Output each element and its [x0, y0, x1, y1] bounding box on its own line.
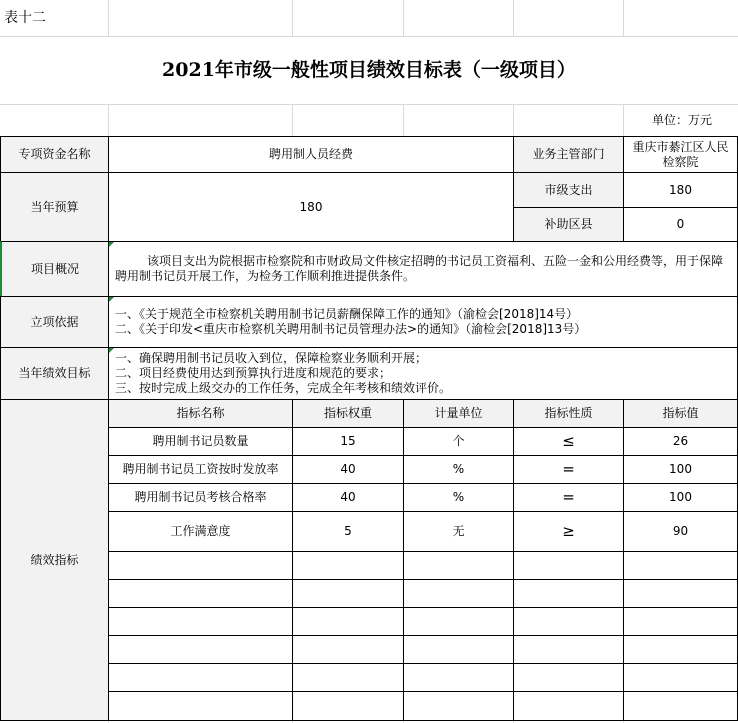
empty-cell[interactable] [513, 607, 624, 636]
indicator-weight[interactable]: 5 [292, 511, 404, 552]
city-expense-value[interactable]: 180 [623, 172, 738, 208]
indicator-value[interactable]: 100 [623, 455, 738, 484]
empty-cell[interactable] [623, 663, 738, 692]
indicator-value[interactable]: 26 [623, 427, 738, 456]
basis-label: 立项依据 [0, 296, 109, 348]
overview-text[interactable]: 该项目支出为院根据市检察院和市财政局文件核定招聘的书记员工资福利、五险一金和公用经费等，用于保障聘用制书记员开展工作，为检务工作顺利推进提供条件。 [108, 241, 738, 297]
indicator-unit[interactable]: % [403, 483, 514, 512]
indicators-label: 绩效指标 [0, 399, 109, 721]
indicator-value[interactable]: 100 [623, 483, 738, 512]
indicator-nature[interactable]: ≤ [513, 427, 624, 456]
empty-cell[interactable] [292, 607, 404, 636]
overview-label: 项目概况 [0, 241, 109, 297]
col-header-weight: 指标权重 [292, 399, 404, 428]
col-header-name: 指标名称 [108, 399, 293, 428]
indicator-name[interactable]: 聘用制书记员数量 [108, 427, 293, 456]
empty-cell[interactable] [292, 579, 404, 608]
indicator-nature[interactable]: = [513, 483, 624, 512]
empty-cell[interactable] [623, 635, 738, 664]
goal-line: 二、项目经费使用达到预算执行进度和规范的要求； [115, 366, 392, 380]
indicator-nature[interactable]: = [513, 455, 624, 484]
empty-cell[interactable] [108, 551, 293, 580]
empty-cell[interactable] [403, 635, 514, 664]
empty-cell[interactable] [403, 691, 514, 721]
col-header-unit: 计量单位 [403, 399, 514, 428]
empty-cell[interactable] [403, 579, 514, 608]
empty-cell[interactable] [108, 579, 293, 608]
goal-line: 三、按时完成上级交办的工作任务，完成全年考核和绩效评价。 [115, 381, 452, 395]
subsidy-value[interactable]: 0 [623, 207, 738, 242]
basis-text[interactable] [108, 296, 738, 348]
city-expense-label: 市级支出 [513, 172, 624, 208]
empty-cell[interactable] [292, 691, 404, 721]
indicator-name[interactable]: 聘用制书记员工资按时发放率 [108, 455, 293, 484]
basis-line: 二、《关于印发<重庆市检察机关聘用制书记员管理办法>的通知》（渝检会[2018]13号） [115, 322, 587, 336]
empty-cell[interactable] [513, 579, 624, 608]
indicator-weight[interactable]: 15 [292, 427, 404, 456]
col-header-value: 指标值 [623, 399, 738, 428]
empty-cell[interactable] [513, 635, 624, 664]
empty-cell[interactable] [108, 607, 293, 636]
empty-cell[interactable] [403, 663, 514, 692]
indicator-unit[interactable]: 个 [403, 427, 514, 456]
basis-line: 一、《关于规范全市检察机关聘用制书记员薪酬保障工作的通知》（渝检会[2018]14号） [115, 307, 579, 321]
empty-cell[interactable] [108, 635, 293, 664]
indicator-value[interactable]: 90 [623, 511, 738, 552]
indicator-nature[interactable]: ≥ [513, 511, 624, 552]
empty-cell[interactable] [292, 635, 404, 664]
dept-label: 业务主管部门 [513, 136, 624, 173]
empty-cell[interactable] [623, 551, 738, 580]
fund-name-value[interactable]: 聘用制人员经费 [108, 136, 514, 173]
indicator-weight[interactable]: 40 [292, 483, 404, 512]
empty-cell[interactable] [403, 551, 514, 580]
indicator-name[interactable]: 聘用制书记员考核合格率 [108, 483, 293, 512]
indicator-unit[interactable]: % [403, 455, 514, 484]
goals-text[interactable] [108, 347, 738, 400]
dept-value[interactable]: 重庆市綦江区人民检察院 [623, 136, 738, 173]
budget-value[interactable]: 180 [108, 172, 514, 242]
fund-name-label: 专项资金名称 [0, 136, 109, 173]
sheet-label: 表十二 [4, 9, 46, 26]
empty-cell[interactable] [513, 663, 624, 692]
goal-line: 一、确保聘用制书记员收入到位，保障检察业务顺利开展； [115, 351, 428, 365]
empty-cell[interactable] [403, 607, 514, 636]
subsidy-label: 补助区县 [513, 207, 624, 242]
empty-cell[interactable] [292, 663, 404, 692]
empty-cell[interactable] [623, 607, 738, 636]
page-title: 2021年市级一般性项目绩效目标表（一级项目） [0, 37, 738, 104]
empty-cell[interactable] [108, 663, 293, 692]
empty-cell[interactable] [292, 551, 404, 580]
unit-label: 单位：万元 [651, 113, 712, 127]
indicator-name[interactable]: 工作满意度 [108, 511, 293, 552]
empty-cell[interactable] [623, 579, 738, 608]
goals-label: 当年绩效目标 [0, 347, 109, 400]
indicator-unit[interactable]: 无 [403, 511, 514, 552]
empty-cell[interactable] [513, 691, 624, 721]
empty-cell[interactable] [513, 551, 624, 580]
indicator-weight[interactable]: 40 [292, 455, 404, 484]
col-header-nature: 指标性质 [513, 399, 624, 428]
empty-cell[interactable] [623, 691, 738, 721]
empty-cell[interactable] [108, 691, 293, 721]
budget-label: 当年预算 [0, 172, 109, 242]
